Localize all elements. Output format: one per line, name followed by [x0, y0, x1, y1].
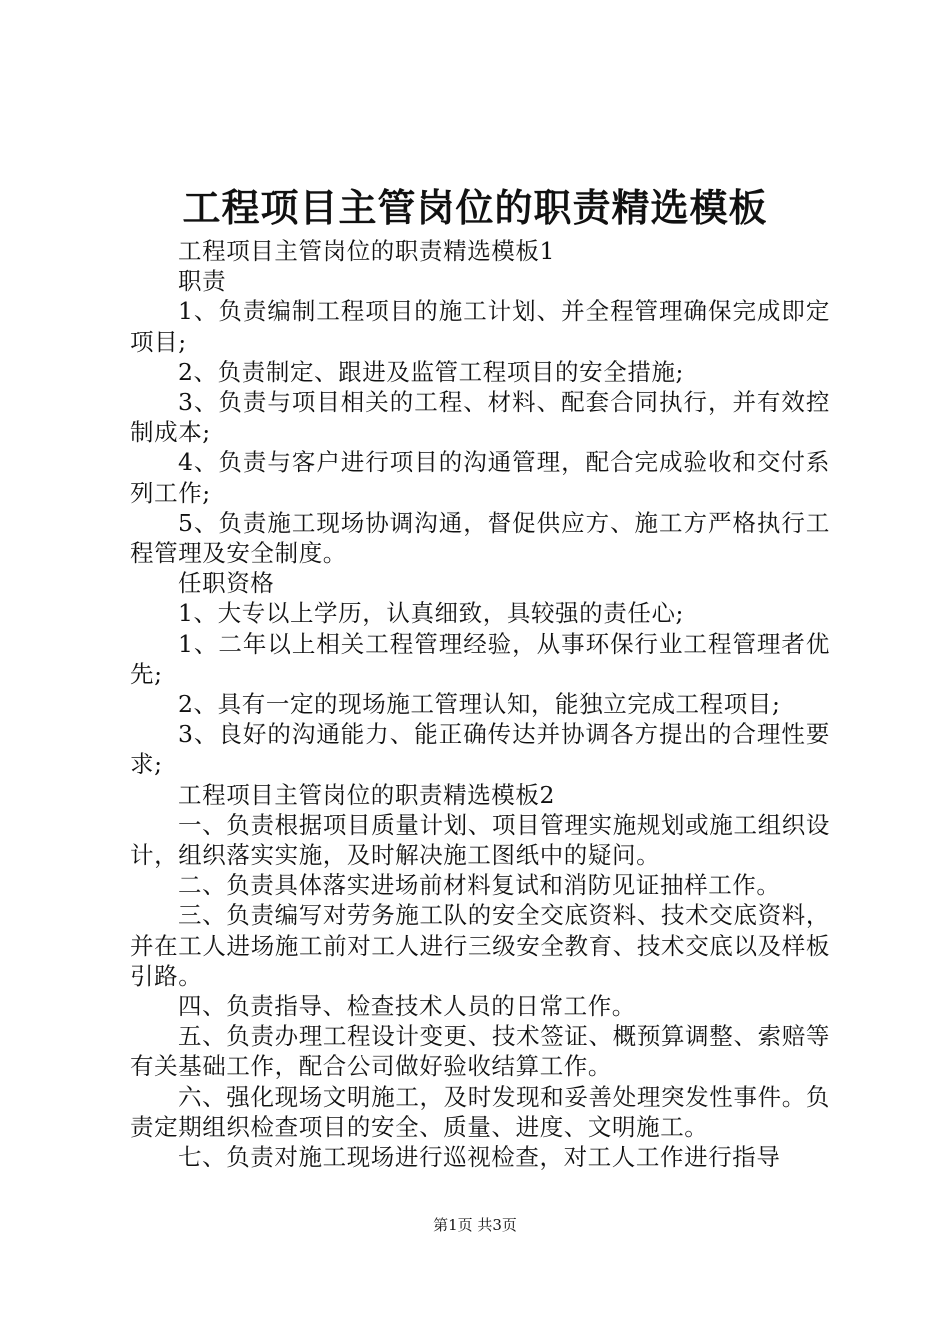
paragraph-duty-4: 4、负责与客户进行项目的沟通管理，配合完成验收和交付系列工作; [130, 448, 830, 507]
document-title: 工程项目主管岗位的职责精选模板 [182, 185, 768, 230]
paragraph-qualifications-heading: 任职资格 [178, 569, 275, 598]
paragraph-template1-heading: 工程项目主管岗位的职责精选模板1 [178, 237, 556, 265]
paragraph-item-5: 五、负责办理工程设计变更、技术签证、概预算调整、索赔等有关基础工作，配合公司做好验收结算工作。 [130, 1022, 830, 1081]
paragraph-item-6: 六、强化现场文明施工，及时发现和妥善处理突发性事件。负责定期组织检查项目的安全、质量、进度、文明施工。 [130, 1082, 830, 1141]
paragraph-duty-5: 5、负责施工现场协调沟通，督促供应方、施工方严格执行工程管理及安全制度。 [130, 508, 830, 568]
paragraph-template2-heading: 工程项目主管岗位的职责精选模板2 [178, 780, 556, 809]
paragraph-qualification-1: 1、大专以上学历，认真细致，具较强的责任心; [178, 599, 685, 628]
paragraph-qualification-4: 3、良好的沟通能力、能正确传达并协调各方提出的合理性要求; [130, 720, 830, 779]
paragraph-duties-heading: 职责 [178, 267, 227, 296]
paragraph-duty-1: 1、负责编制工程项目的施工计划、并全程管理确保完成即定项目; [130, 297, 830, 356]
paragraph-item-7: 七、负责对施工现场进行巡视检查，对工人工作进行指导 [178, 1143, 781, 1172]
paragraph-item-4: 四、负责指导、检查技术人员的日常工作。 [178, 992, 636, 1021]
paragraph-duty-2: 2、负责制定、跟进及监管工程项目的安全措施; [178, 357, 685, 386]
paragraph-duty-3: 3、负责与项目相关的工程、材料、配套合同执行，并有效控制成本; [130, 388, 830, 447]
document-body [130, 236, 830, 1172]
paragraph-item-1: 一、负责根据项目质量计划、项目管理实施规划或施工组织设计，组织落实实施，及时解决施工图纸中的疑问。 [130, 810, 830, 870]
paragraph-qualification-3: 2、具有一定的现场施工管理认知，能独立完成工程项目; [178, 690, 781, 719]
paragraph-qualification-2: 1、二年以上相关工程管理经验，从事环保行业工程管理者优先; [130, 629, 830, 688]
page-footer: 第1页 共3页 [433, 1216, 517, 1234]
paragraph-item-2: 二、负责具体落实进场前材料复试和消防见证抽样工作。 [178, 871, 781, 900]
paragraph-item-3: 三、负责编写对劳务施工队的安全交底资料、技术交底资料，并在工人进场施工前对工人进行三级安全教育、技术交底以及样板引路。 [130, 901, 830, 990]
